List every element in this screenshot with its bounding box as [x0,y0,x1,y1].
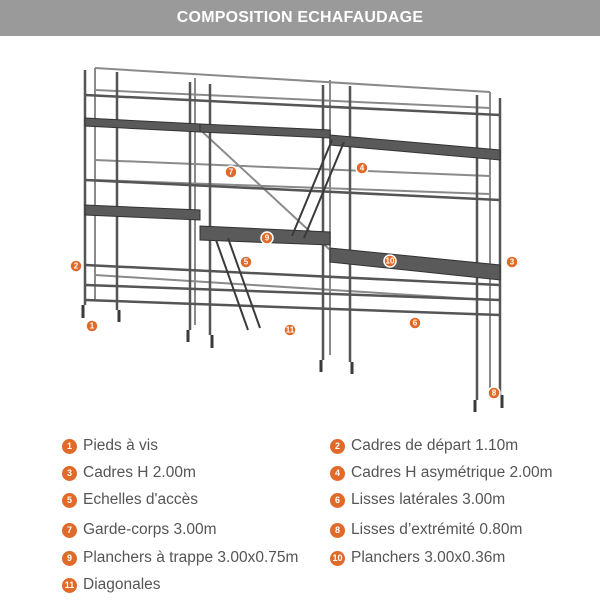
legend-label: Garde-corps 3.00m [83,521,217,538]
svg-text:10: 10 [385,256,395,266]
legend-label: Planchers 3.00x0.36m [351,549,506,566]
callout-3 [506,256,518,268]
svg-text:9: 9 [264,233,270,243]
legend-item-5 [62,490,198,510]
callout-9 [261,232,273,244]
number-badge-icon: 3 [62,466,77,481]
legend-label: Diagonales [83,576,161,593]
legend-item-1 [62,436,158,456]
number-badge-icon: 11 [62,578,77,593]
number-badge-icon: 8 [330,523,345,538]
svg-text:6: 6 [412,318,418,328]
legend-label: Lisses latérales 3.00m [351,491,506,508]
svg-text:8: 8 [491,388,497,398]
svg-text:3: 3 [509,257,515,267]
legend-item-3 [62,463,196,483]
callout-10 [384,255,396,267]
callout-1 [86,320,98,332]
legend-item-4 [330,463,553,483]
callout-8 [488,387,500,399]
scaffold-back-frame [95,68,490,390]
legend-label: Lisses d’extrémité 0.80m [351,521,523,538]
legend-item-10 [330,548,505,568]
number-badge-icon: 7 [62,523,77,538]
diagram-title: COMPOSITION ECHAFAUDAGE [0,0,600,36]
svg-text:7: 7 [228,167,234,177]
legend-label: Cadres H asymétrique 2.00m [351,464,553,481]
legend-label: Cadres de départ 1.10m [351,437,519,454]
number-badge-icon: 9 [62,551,77,566]
number-badge-icon: 4 [330,466,345,481]
legend-label: Pieds à vis [83,437,158,454]
callout-11 [284,324,296,336]
base-feet [83,305,502,412]
legend-item-9 [62,548,298,568]
legend-label: Echelles d'accès [83,491,198,508]
callout-6 [409,317,421,329]
callout-7 [225,166,237,178]
callout-2 [70,260,82,272]
callout-5 [240,256,252,268]
number-badge-icon: 2 [330,439,345,454]
upper-deck [85,118,500,160]
legend-label: Cadres H 2.00m [83,464,196,481]
svg-text:11: 11 [285,325,295,335]
legend-label: Planchers à trappe 3.00x0.75m [83,549,299,566]
svg-text:4: 4 [359,163,365,173]
legend-item-6 [330,490,505,510]
number-badge-icon: 1 [62,439,77,454]
svg-text:1: 1 [89,321,95,331]
legend-item-11 [62,575,161,595]
number-badge-icon: 10 [330,551,345,566]
callout-4 [356,162,368,174]
legend-item-7 [62,520,217,540]
legend-item-8 [330,520,522,540]
legend-item-2 [330,436,518,456]
number-badge-icon: 5 [62,493,77,508]
scaffolding-diagram [0,36,600,430]
svg-text:5: 5 [243,257,249,267]
number-badge-icon: 6 [330,493,345,508]
svg-text:2: 2 [73,261,79,271]
